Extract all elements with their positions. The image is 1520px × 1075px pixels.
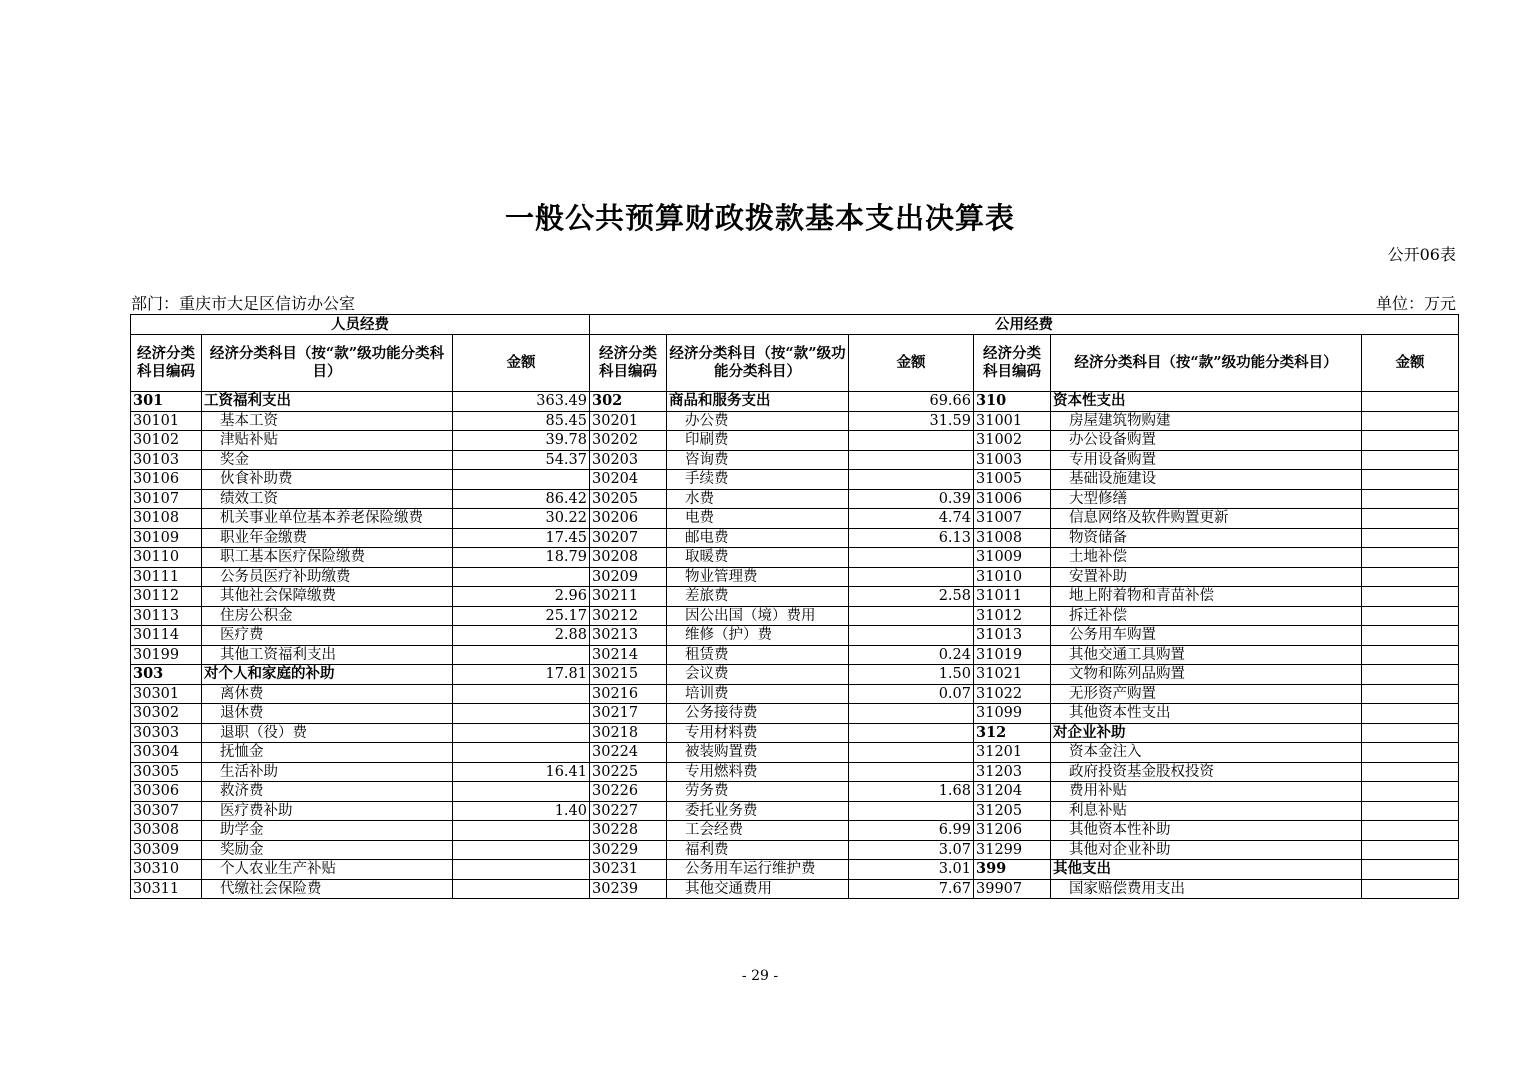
amount-cell: 3.01 (849, 860, 974, 880)
table-row (131, 645, 1459, 665)
subject-cell: 咨询费 (667, 450, 849, 470)
subject-cell: 对个人和家庭的补助 (202, 665, 453, 685)
table-row (131, 723, 1459, 743)
subject-cell: 基本工资 (202, 411, 453, 431)
code-cell: 31206 (974, 821, 1051, 841)
code-cell: 30102 (131, 431, 202, 451)
code-cell: 31005 (974, 470, 1051, 490)
subject-cell: 信息网络及软件购置更新 (1051, 509, 1362, 529)
subject-cell: 地上附着物和青苗补偿 (1051, 587, 1362, 607)
amount-cell (1362, 528, 1459, 548)
table-row (131, 470, 1459, 490)
table-row (131, 528, 1459, 548)
code-cell: 30229 (590, 840, 667, 860)
subject-cell: 津贴补贴 (202, 431, 453, 451)
subject-cell: 退职（役）费 (202, 723, 453, 743)
code-cell: 30111 (131, 567, 202, 587)
amount-cell (849, 723, 974, 743)
code-cell: 30304 (131, 743, 202, 763)
subject-cell: 奖励金 (202, 840, 453, 860)
subject-cell: 办公费 (667, 411, 849, 431)
subject-cell: 专用燃料费 (667, 762, 849, 782)
subject-cell: 救济费 (202, 782, 453, 802)
code-cell: 30239 (590, 879, 667, 899)
code-cell: 30108 (131, 509, 202, 529)
code-cell: 30218 (590, 723, 667, 743)
code-cell: 30226 (590, 782, 667, 802)
subject-cell: 办公设备购置 (1051, 431, 1362, 451)
table-row (131, 821, 1459, 841)
code-cell: 30106 (131, 470, 202, 490)
code-cell: 30109 (131, 528, 202, 548)
col-header-amount: 金额 (1362, 335, 1459, 392)
code-cell: 30310 (131, 860, 202, 880)
code-cell: 30202 (590, 431, 667, 451)
amount-cell: 69.66 (849, 392, 974, 412)
subject-cell: 其他资本性支出 (1051, 704, 1362, 724)
code-cell: 30201 (590, 411, 667, 431)
code-cell: 31009 (974, 548, 1051, 568)
amount-cell: 17.81 (453, 665, 590, 685)
amount-cell (453, 782, 590, 802)
col-header-code: 经济分类科目编码 (590, 335, 667, 392)
subject-cell: 房屋建筑物购建 (1051, 411, 1362, 431)
col-header-amount: 金额 (453, 335, 590, 392)
subject-cell: 个人农业生产补贴 (202, 860, 453, 880)
amount-cell (1362, 587, 1459, 607)
code-cell: 31012 (974, 606, 1051, 626)
code-cell: 30214 (590, 645, 667, 665)
table-row (131, 587, 1459, 607)
amount-cell: 0.24 (849, 645, 974, 665)
amount-cell: 363.49 (453, 392, 590, 412)
amount-cell (453, 567, 590, 587)
code-cell: 31006 (974, 489, 1051, 509)
code-cell: 30212 (590, 606, 667, 626)
subject-cell: 离休费 (202, 684, 453, 704)
amount-cell: 17.45 (453, 528, 590, 548)
code-cell: 31205 (974, 801, 1051, 821)
amount-cell (453, 470, 590, 490)
code-cell: 31003 (974, 450, 1051, 470)
subject-cell: 专用材料费 (667, 723, 849, 743)
col-header-subject: 经济分类科目（按“款”级功能分类科目） (202, 335, 453, 392)
amount-cell (849, 743, 974, 763)
amount-cell (1362, 548, 1459, 568)
amount-cell (1362, 450, 1459, 470)
code-cell: 31011 (974, 587, 1051, 607)
code-cell: 39907 (974, 879, 1051, 899)
table-row (131, 567, 1459, 587)
amount-cell: 4.74 (849, 509, 974, 529)
code-cell: 31204 (974, 782, 1051, 802)
amount-cell: 31.59 (849, 411, 974, 431)
amount-cell (849, 548, 974, 568)
group-header-row (131, 315, 1459, 335)
subject-cell: 其他工资福利支出 (202, 645, 453, 665)
subject-cell: 拆迁补偿 (1051, 606, 1362, 626)
subject-cell: 会议费 (667, 665, 849, 685)
amount-cell (1362, 704, 1459, 724)
code-cell: 30215 (590, 665, 667, 685)
amount-cell: 1.68 (849, 782, 974, 802)
code-cell: 30228 (590, 821, 667, 841)
subject-cell: 基础设施建设 (1051, 470, 1362, 490)
amount-cell (849, 606, 974, 626)
code-cell: 30305 (131, 762, 202, 782)
code-cell: 30303 (131, 723, 202, 743)
subject-cell: 绩效工资 (202, 489, 453, 509)
code-cell: 31022 (974, 684, 1051, 704)
code-cell: 31010 (974, 567, 1051, 587)
subject-cell: 退休费 (202, 704, 453, 724)
subject-cell: 医疗费 (202, 626, 453, 646)
code-cell: 30231 (590, 860, 667, 880)
amount-cell (1362, 431, 1459, 451)
table-row (131, 684, 1459, 704)
code-cell: 31002 (974, 431, 1051, 451)
code-cell: 30213 (590, 626, 667, 646)
code-cell: 30101 (131, 411, 202, 431)
amount-cell (849, 801, 974, 821)
code-cell: 30224 (590, 743, 667, 763)
code-cell: 312 (974, 723, 1051, 743)
amount-cell: 0.07 (849, 684, 974, 704)
subject-cell: 政府投资基金股权投资 (1051, 762, 1362, 782)
code-cell: 301 (131, 392, 202, 412)
amount-cell (1362, 606, 1459, 626)
amount-cell (1362, 470, 1459, 490)
subject-cell: 大型修缮 (1051, 489, 1362, 509)
table-row (131, 840, 1459, 860)
code-cell: 30208 (590, 548, 667, 568)
subject-cell: 住房公积金 (202, 606, 453, 626)
amount-cell (1362, 743, 1459, 763)
code-cell: 30110 (131, 548, 202, 568)
table-row (131, 450, 1459, 470)
code-cell: 31001 (974, 411, 1051, 431)
code-cell: 30209 (590, 567, 667, 587)
subject-cell: 公务接待费 (667, 704, 849, 724)
subject-cell: 工资福利支出 (202, 392, 453, 412)
code-cell: 399 (974, 860, 1051, 880)
amount-cell (453, 860, 590, 880)
amount-cell: 39.78 (453, 431, 590, 451)
table-row (131, 392, 1459, 412)
amount-cell (1362, 645, 1459, 665)
table-row (131, 489, 1459, 509)
amount-cell: 6.99 (849, 821, 974, 841)
amount-cell (1362, 665, 1459, 685)
table-row (131, 879, 1459, 899)
subject-cell: 其他资本性补助 (1051, 821, 1362, 841)
subject-cell: 因公出国（境）费用 (667, 606, 849, 626)
code-cell: 30199 (131, 645, 202, 665)
subject-cell: 取暖费 (667, 548, 849, 568)
code-cell: 30204 (590, 470, 667, 490)
amount-cell (849, 450, 974, 470)
code-cell: 30301 (131, 684, 202, 704)
subject-cell: 劳务费 (667, 782, 849, 802)
amount-cell (1362, 684, 1459, 704)
amount-cell (1362, 411, 1459, 431)
subject-cell: 生活补助 (202, 762, 453, 782)
subject-cell: 电费 (667, 509, 849, 529)
amount-cell (1362, 801, 1459, 821)
amount-cell (849, 567, 974, 587)
subject-cell: 商品和服务支出 (667, 392, 849, 412)
amount-cell: 54.37 (453, 450, 590, 470)
subject-cell: 公务用车运行维护费 (667, 860, 849, 880)
code-cell: 30307 (131, 801, 202, 821)
amount-cell (1362, 489, 1459, 509)
department-label: 部门：重庆市大足区信访办公室 (131, 294, 356, 313)
code-cell: 30309 (131, 840, 202, 860)
amount-cell (849, 626, 974, 646)
amount-cell (849, 470, 974, 490)
table-row (131, 782, 1459, 802)
table-row (131, 801, 1459, 821)
page-number: - 29 - (741, 968, 779, 984)
amount-cell (453, 704, 590, 724)
table-row (131, 860, 1459, 880)
code-cell: 31007 (974, 509, 1051, 529)
subject-cell: 医疗费补助 (202, 801, 453, 821)
subject-cell: 邮电费 (667, 528, 849, 548)
amount-cell (453, 821, 590, 841)
amount-cell (1362, 782, 1459, 802)
amount-cell: 86.42 (453, 489, 590, 509)
subject-cell: 代缴社会保险费 (202, 879, 453, 899)
subject-cell: 抚恤金 (202, 743, 453, 763)
amount-cell (453, 645, 590, 665)
code-cell: 30114 (131, 626, 202, 646)
amount-cell: 30.22 (453, 509, 590, 529)
col-header-code: 经济分类科目编码 (974, 335, 1051, 392)
amount-cell (1362, 392, 1459, 412)
amount-cell (849, 704, 974, 724)
subject-cell: 其他社会保障缴费 (202, 587, 453, 607)
table-row (131, 704, 1459, 724)
unit-label: 单位：万元 (1375, 294, 1456, 313)
code-cell: 31013 (974, 626, 1051, 646)
amount-cell (1362, 840, 1459, 860)
amount-cell: 3.07 (849, 840, 974, 860)
code-cell: 31021 (974, 665, 1051, 685)
code-cell: 30107 (131, 489, 202, 509)
col-header-amount: 金额 (849, 335, 974, 392)
code-cell: 30211 (590, 587, 667, 607)
amount-cell: 2.58 (849, 587, 974, 607)
subject-cell: 福利费 (667, 840, 849, 860)
amount-cell: 16.41 (453, 762, 590, 782)
amount-cell (1362, 860, 1459, 880)
subject-cell: 伙食补助费 (202, 470, 453, 490)
col-header-subject: 经济分类科目（按“款”级功能分类科目） (667, 335, 849, 392)
code-cell: 30311 (131, 879, 202, 899)
subject-cell: 利息补贴 (1051, 801, 1362, 821)
table-row (131, 509, 1459, 529)
subject-cell: 土地补偿 (1051, 548, 1362, 568)
amount-cell (1362, 723, 1459, 743)
code-cell: 31099 (974, 704, 1051, 724)
code-cell: 31019 (974, 645, 1051, 665)
code-cell: 30207 (590, 528, 667, 548)
amount-cell (453, 879, 590, 899)
code-cell: 31299 (974, 840, 1051, 860)
table-row (131, 762, 1459, 782)
subject-cell: 费用补贴 (1051, 782, 1362, 802)
subject-cell: 培训费 (667, 684, 849, 704)
amount-cell (1362, 626, 1459, 646)
subject-cell: 租赁费 (667, 645, 849, 665)
subject-cell: 物业管理费 (667, 567, 849, 587)
amount-cell (1362, 879, 1459, 899)
column-header-row (131, 335, 1459, 392)
code-cell: 30103 (131, 450, 202, 470)
subject-cell: 资本性支出 (1051, 392, 1362, 412)
subject-cell: 专用设备购置 (1051, 450, 1362, 470)
table-row (131, 411, 1459, 431)
amount-cell: 18.79 (453, 548, 590, 568)
code-cell: 30203 (590, 450, 667, 470)
code-cell: 30113 (131, 606, 202, 626)
subject-cell: 公务用车购置 (1051, 626, 1362, 646)
code-cell: 30206 (590, 509, 667, 529)
amount-cell (453, 840, 590, 860)
code-cell: 30112 (131, 587, 202, 607)
amount-cell: 2.96 (453, 587, 590, 607)
amount-cell (453, 684, 590, 704)
amount-cell: 6.13 (849, 528, 974, 548)
subject-cell: 其他支出 (1051, 860, 1362, 880)
table-row (131, 743, 1459, 763)
code-cell: 30217 (590, 704, 667, 724)
code-cell: 30302 (131, 704, 202, 724)
form-number: 公开06表 (1387, 245, 1456, 264)
subject-cell: 工会经费 (667, 821, 849, 841)
expenditure-table (130, 314, 1459, 899)
subject-cell: 差旅费 (667, 587, 849, 607)
subject-cell: 其他对企业补助 (1051, 840, 1362, 860)
page-title: 一般公共预算财政拨款基本支出决算表 (504, 201, 1015, 235)
table-row (131, 431, 1459, 451)
subject-cell: 委托业务费 (667, 801, 849, 821)
subject-cell: 维修（护）费 (667, 626, 849, 646)
amount-cell: 1.50 (849, 665, 974, 685)
amount-cell: 1.40 (453, 801, 590, 821)
code-cell: 30308 (131, 821, 202, 841)
code-cell: 303 (131, 665, 202, 685)
table-row (131, 626, 1459, 646)
table-row (131, 548, 1459, 568)
code-cell: 310 (974, 392, 1051, 412)
subject-cell: 手续费 (667, 470, 849, 490)
subject-cell: 国家赔偿费用支出 (1051, 879, 1362, 899)
subject-cell: 奖金 (202, 450, 453, 470)
subject-cell: 被装购置费 (667, 743, 849, 763)
subject-cell: 文物和陈列品购置 (1051, 665, 1362, 685)
amount-cell (1362, 509, 1459, 529)
subject-cell: 资本金注入 (1051, 743, 1362, 763)
subject-cell: 职工基本医疗保险缴费 (202, 548, 453, 568)
code-cell: 31008 (974, 528, 1051, 548)
subject-cell: 无形资产购置 (1051, 684, 1362, 704)
subject-cell: 其他交通工具购置 (1051, 645, 1362, 665)
subject-cell: 其他交通费用 (667, 879, 849, 899)
amount-cell (1362, 567, 1459, 587)
code-cell: 30227 (590, 801, 667, 821)
col-header-code: 经济分类科目编码 (131, 335, 202, 392)
table-row (131, 606, 1459, 626)
subject-cell: 职业年金缴费 (202, 528, 453, 548)
amount-cell: 0.39 (849, 489, 974, 509)
subject-cell: 机关事业单位基本养老保险缴费 (202, 509, 453, 529)
code-cell: 30216 (590, 684, 667, 704)
code-cell: 30205 (590, 489, 667, 509)
code-cell: 30225 (590, 762, 667, 782)
amount-cell (1362, 762, 1459, 782)
subject-cell: 对企业补助 (1051, 723, 1362, 743)
amount-cell (453, 743, 590, 763)
amount-cell: 85.45 (453, 411, 590, 431)
amount-cell (453, 723, 590, 743)
code-cell: 31201 (974, 743, 1051, 763)
amount-cell: 7.67 (849, 879, 974, 899)
subject-cell: 安置补助 (1051, 567, 1362, 587)
subject-cell: 水费 (667, 489, 849, 509)
amount-cell (849, 762, 974, 782)
amount-cell: 2.88 (453, 626, 590, 646)
subject-cell: 物资储备 (1051, 528, 1362, 548)
group-header-personnel: 人员经费 (131, 315, 590, 335)
amount-cell (1362, 821, 1459, 841)
col-header-subject: 经济分类科目（按“款”级功能分类科目） (1051, 335, 1362, 392)
code-cell: 31203 (974, 762, 1051, 782)
group-header-public: 公用经费 (590, 315, 1459, 335)
amount-cell: 25.17 (453, 606, 590, 626)
subject-cell: 印刷费 (667, 431, 849, 451)
amount-cell (849, 431, 974, 451)
table-row (131, 665, 1459, 685)
code-cell: 30306 (131, 782, 202, 802)
subject-cell: 公务员医疗补助缴费 (202, 567, 453, 587)
code-cell: 302 (590, 392, 667, 412)
subject-cell: 助学金 (202, 821, 453, 841)
